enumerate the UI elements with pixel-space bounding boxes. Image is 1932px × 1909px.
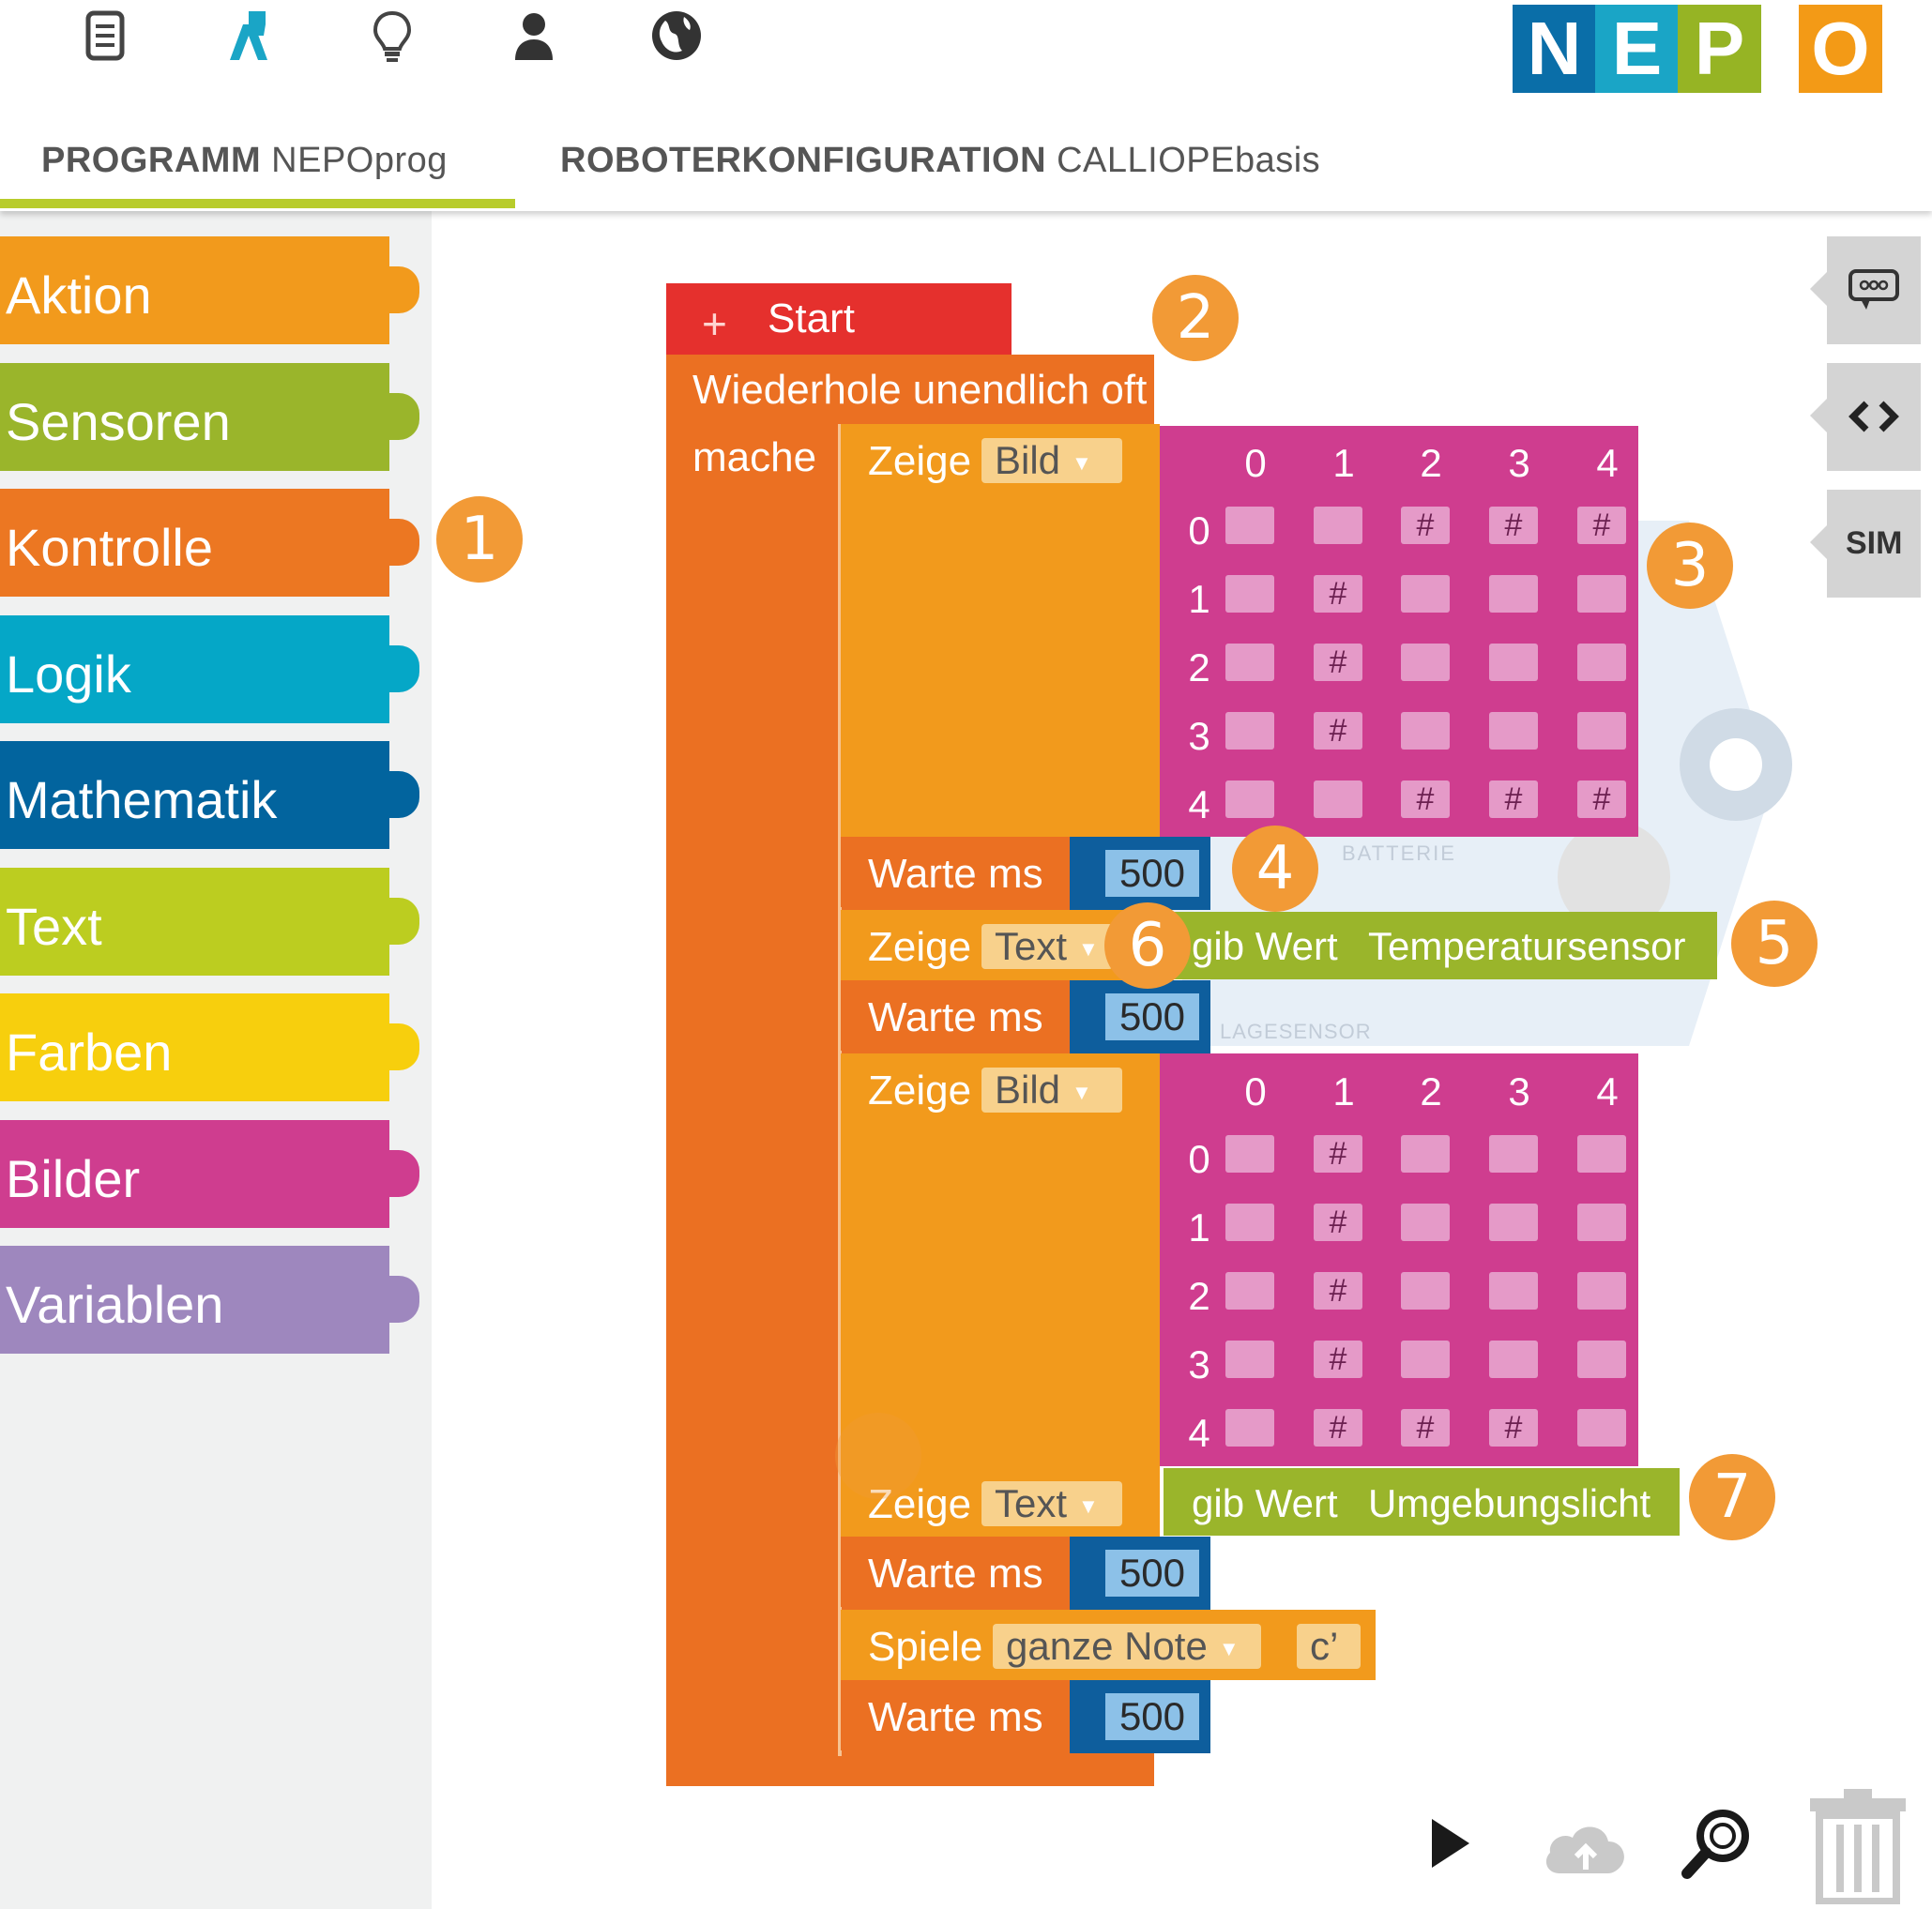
logo-letter-o: O	[1799, 5, 1882, 93]
image2-pixel[interactable]	[1577, 1272, 1626, 1310]
wait-label-1: Warte ms	[868, 851, 1043, 897]
show-mode-value-3: Bild	[995, 1068, 1061, 1112]
image1-pixel[interactable]	[1314, 507, 1362, 544]
category-label: Mathematik	[6, 770, 278, 829]
image1-pixel[interactable]	[1225, 507, 1274, 544]
image1-pixel[interactable]: #	[1314, 575, 1362, 613]
user-icon[interactable]	[506, 8, 562, 64]
image2-pixel[interactable]: #	[1314, 1341, 1362, 1378]
show-mode-dropdown-1[interactable]	[981, 438, 1122, 483]
image1-col-index: 0	[1244, 441, 1267, 485]
image1-pixel[interactable]	[1225, 575, 1274, 613]
image1-row-index: 4	[1188, 782, 1210, 826]
image2-col-index: 3	[1508, 1069, 1530, 1114]
image1-pixel[interactable]	[1401, 644, 1450, 681]
image1-pixel[interactable]	[1314, 780, 1362, 818]
faded-badge	[835, 1413, 921, 1499]
image1-col-index: 3	[1508, 441, 1530, 485]
image2-row-index: 4	[1188, 1411, 1210, 1455]
position-sensor-label: LAGESENSOR	[1220, 1020, 1372, 1043]
badge-7: 7	[1689, 1454, 1775, 1540]
wait-value-input-3[interactable]: 500	[1103, 1547, 1202, 1599]
show-mode-dropdown-4[interactable]	[981, 1481, 1122, 1526]
note-pitch-dropdown[interactable]	[1297, 1624, 1361, 1669]
tab-programm-name: NEPOprog	[271, 141, 448, 180]
show-mode-value-2: Text	[995, 924, 1068, 968]
image2-pixel[interactable]	[1225, 1204, 1274, 1241]
wait-label-2: Warte ms	[868, 994, 1043, 1040]
image1-pixel[interactable]	[1489, 575, 1538, 613]
image2-pixel[interactable]	[1401, 1135, 1450, 1173]
robot-icon[interactable]	[221, 8, 277, 64]
image1-pixel[interactable]	[1577, 712, 1626, 750]
show-label-1: Zeige	[868, 438, 972, 484]
wait-value-input-4[interactable]: 500	[1103, 1690, 1202, 1743]
tab-roboterkonfiguration-name: CALLIOPEbasis	[1057, 141, 1321, 180]
show-image-block-1[interactable]	[841, 424, 1160, 837]
logo-letter-n: N	[1513, 5, 1596, 93]
simulation-label: SIM	[1846, 525, 1903, 561]
show-label-2: Zeige	[868, 924, 972, 970]
code-icon	[1848, 398, 1900, 435]
show-label-4: Zeige	[868, 1481, 972, 1527]
badge-4: 4	[1232, 826, 1318, 912]
show-mode-value-4: Text	[995, 1481, 1068, 1525]
image1-pixel[interactable]	[1577, 575, 1626, 613]
run-icon[interactable]	[1426, 1815, 1473, 1871]
wait-value-input-2[interactable]: 500	[1103, 991, 1202, 1043]
tab-roboterkonfiguration[interactable]	[560, 141, 1320, 181]
badge-6: 6	[1104, 902, 1191, 989]
logo-letter-p: P	[1678, 5, 1761, 93]
category-label: Variablen	[6, 1275, 224, 1334]
repeat-forever-label: Wiederhole unendlich oft	[692, 367, 1148, 413]
image1-pixel[interactable]	[1401, 575, 1450, 613]
image1-pixel[interactable]	[1225, 644, 1274, 681]
image2-pixel[interactable]	[1225, 1135, 1274, 1173]
image1-pixel[interactable]: #	[1314, 644, 1362, 681]
category-label: Kontrolle	[6, 518, 214, 577]
note-pitch-value: c’	[1310, 1624, 1339, 1668]
image2-pixel[interactable]	[1577, 1135, 1626, 1173]
image1-row-index: 1	[1188, 577, 1210, 621]
note-duration-dropdown[interactable]	[993, 1624, 1261, 1669]
image2-pixel[interactable]	[1577, 1204, 1626, 1241]
category-label: Aktion	[6, 265, 152, 325]
category-label: Sensoren	[6, 391, 231, 451]
zoom-icon[interactable]	[1680, 1806, 1755, 1881]
dropdown-arrow-icon: ▼	[1218, 1636, 1240, 1660]
tab-programm-label: PROGRAMM	[41, 141, 262, 180]
category-label: Bilder	[6, 1148, 141, 1208]
comment-button[interactable]	[1827, 236, 1921, 344]
dropdown-arrow-icon: ▼	[1072, 1080, 1092, 1104]
get-value-label-2: gib Wert	[1192, 1481, 1338, 1525]
dropdown-arrow-icon: ▼	[1078, 1493, 1099, 1518]
badge-3: 3	[1647, 523, 1733, 609]
image1-pixel[interactable]	[1577, 644, 1626, 681]
category-label: Text	[6, 896, 102, 956]
note-duration-value: ganze Note	[1006, 1624, 1208, 1668]
badge-2: 2	[1152, 275, 1239, 361]
tab-programm[interactable]	[41, 141, 448, 181]
image2-col-index: 0	[1244, 1069, 1267, 1114]
code-view-button[interactable]	[1827, 363, 1921, 471]
badge-1: 1	[436, 496, 523, 583]
document-icon[interactable]	[77, 8, 133, 64]
image1-col-index: 2	[1420, 441, 1442, 485]
image2-pixel[interactable]	[1401, 1204, 1450, 1241]
image1-pixel[interactable]	[1225, 780, 1274, 818]
image1-pixel[interactable]: #	[1577, 507, 1626, 544]
image2-pixel[interactable]	[1577, 1341, 1626, 1378]
image2-pixel[interactable]: #	[1314, 1409, 1362, 1447]
workspace[interactable]	[432, 211, 1932, 1909]
image2-pixel[interactable]	[1489, 1135, 1538, 1173]
dropdown-arrow-icon: ▼	[1078, 936, 1099, 961]
image2-col-index: 1	[1332, 1069, 1355, 1114]
image2-pixel[interactable]	[1489, 1341, 1538, 1378]
image2-pixel[interactable]: #	[1314, 1135, 1362, 1173]
image1-row-index: 2	[1188, 645, 1210, 689]
globe-icon[interactable]	[648, 8, 705, 64]
image2-pixel[interactable]	[1489, 1272, 1538, 1310]
image2-pixel[interactable]: #	[1314, 1272, 1362, 1310]
image1-pixel[interactable]	[1401, 712, 1450, 750]
image1-pixel[interactable]: #	[1401, 780, 1450, 818]
trash-icon[interactable]	[1806, 1787, 1909, 1904]
image2-pixel[interactable]	[1225, 1272, 1274, 1310]
image2-col-index: 4	[1596, 1069, 1619, 1114]
get-value-label-1: gib Wert	[1192, 924, 1338, 968]
image2-row-index: 0	[1188, 1137, 1210, 1181]
show-mode-dropdown-2[interactable]	[981, 924, 1113, 969]
image-block-1[interactable]	[1160, 426, 1638, 837]
image2-col-index: 2	[1420, 1069, 1442, 1114]
start-label: Start	[768, 295, 855, 341]
wait-label-4: Warte ms	[868, 1694, 1043, 1740]
show-mode-dropdown-3[interactable]	[981, 1068, 1122, 1113]
logo-letter-e: E	[1595, 5, 1679, 93]
sensor-dropdown-1[interactable]: Temperatursensor	[1368, 924, 1686, 968]
show-image-block-2[interactable]	[841, 1053, 1160, 1466]
image1-row-index: 0	[1188, 508, 1210, 553]
image2-pixel[interactable]: #	[1489, 1409, 1538, 1447]
comment-icon	[1848, 268, 1900, 311]
wait-label-3: Warte ms	[868, 1551, 1043, 1597]
image1-col-index: 1	[1332, 441, 1355, 485]
image2-pixel[interactable]	[1225, 1341, 1274, 1378]
image2-pixel[interactable]	[1577, 1409, 1626, 1447]
image2-pixel[interactable]	[1401, 1341, 1450, 1378]
image1-pixel[interactable]	[1225, 712, 1274, 750]
do-label: mache	[692, 434, 817, 480]
image1-row-index: 3	[1188, 714, 1210, 758]
active-tab-indicator	[0, 199, 515, 208]
tab-roboterkonfiguration-label: ROBOTERKONFIGURATION	[560, 141, 1047, 180]
show-label-3: Zeige	[868, 1068, 972, 1114]
image1-pixel[interactable]: #	[1401, 507, 1450, 544]
image1-pixel[interactable]	[1489, 644, 1538, 681]
play-label: Spiele	[868, 1624, 983, 1670]
image2-pixel[interactable]	[1401, 1272, 1450, 1310]
lightbulb-icon[interactable]	[364, 8, 420, 64]
category-label: Farben	[6, 1023, 173, 1082]
image1-pixel[interactable]: #	[1489, 780, 1538, 818]
image1-pixel[interactable]	[1489, 712, 1538, 750]
badge-5: 5	[1731, 901, 1818, 987]
loop-bottom	[666, 1754, 1154, 1786]
image2-pixel[interactable]	[1489, 1204, 1538, 1241]
header	[0, 0, 1932, 211]
image1-pixel[interactable]: #	[1577, 780, 1626, 818]
dropdown-arrow-icon: ▼	[1072, 450, 1092, 475]
image2-row-index: 3	[1188, 1342, 1210, 1386]
image2-row-index: 2	[1188, 1274, 1210, 1318]
show-mode-value-1: Bild	[995, 438, 1061, 482]
image1-pixel[interactable]: #	[1489, 507, 1538, 544]
upload-cloud-icon[interactable]	[1539, 1815, 1633, 1881]
plus-icon[interactable]: +	[702, 299, 727, 348]
image2-pixel[interactable]	[1225, 1409, 1274, 1447]
image2-pixel[interactable]: #	[1401, 1409, 1450, 1447]
wait-value-input-1[interactable]: 500	[1103, 847, 1202, 900]
simulation-button[interactable]	[1827, 490, 1921, 598]
battery-label: BATTERIE	[1342, 841, 1456, 865]
image-block-2[interactable]	[1160, 1053, 1638, 1466]
image1-col-index: 4	[1596, 441, 1619, 485]
image2-pixel[interactable]: #	[1314, 1204, 1362, 1241]
image1-pixel[interactable]: #	[1314, 712, 1362, 750]
image2-row-index: 1	[1188, 1205, 1210, 1250]
sensor-dropdown-2[interactable]: Umgebungslicht	[1368, 1481, 1651, 1525]
category-label: Logik	[6, 644, 131, 704]
